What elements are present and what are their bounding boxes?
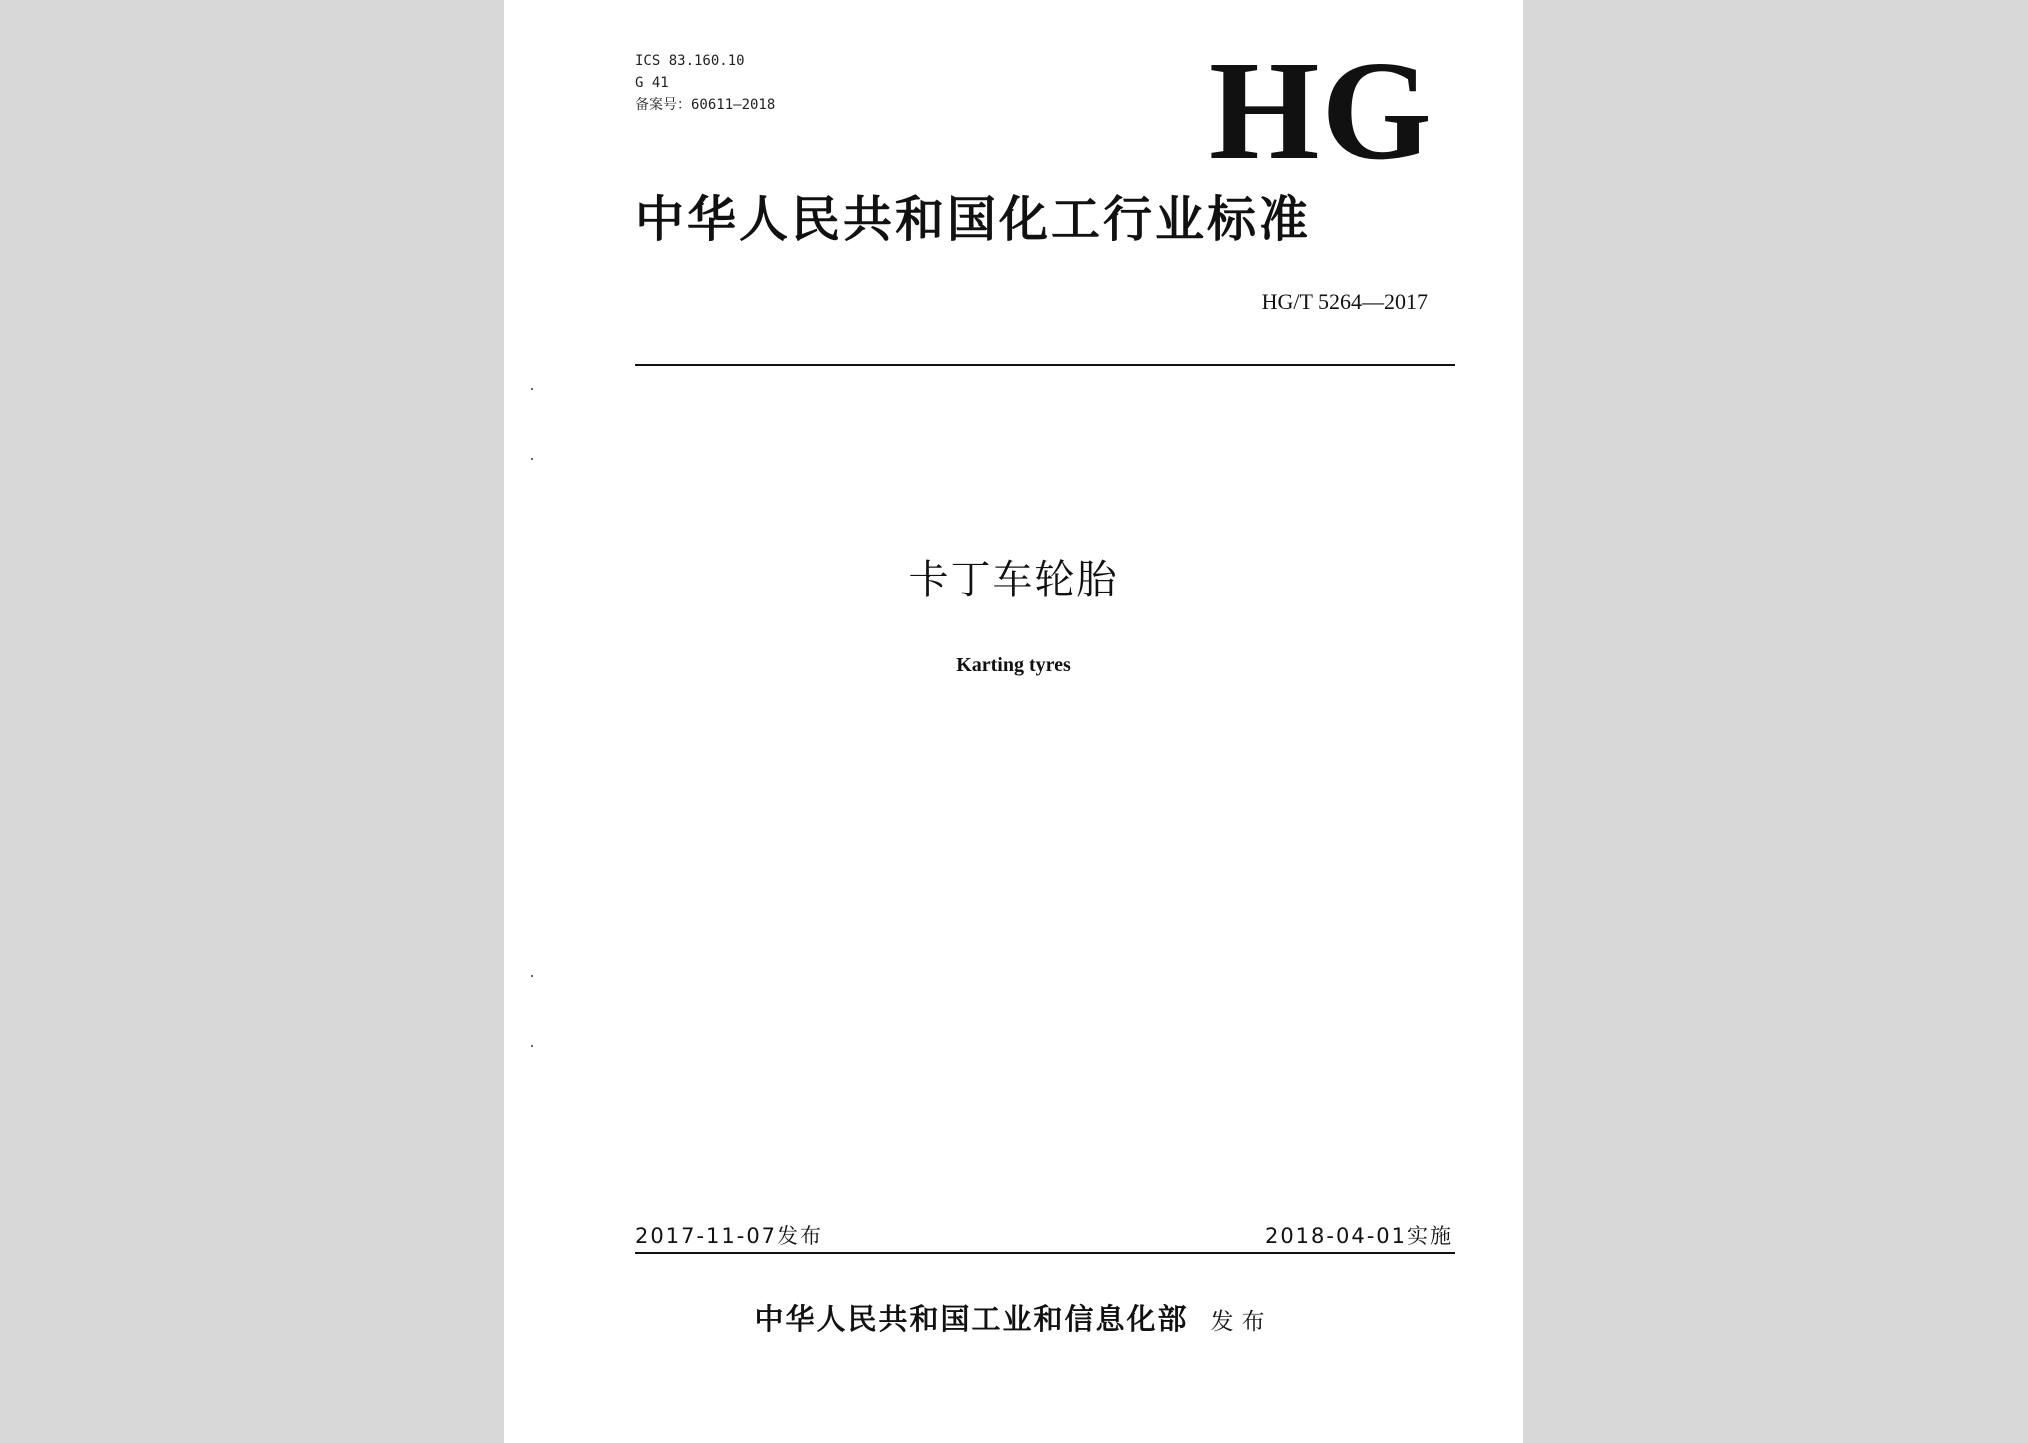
implementation-date-value: 2018-04-01: [1264, 1224, 1407, 1248]
issue-date: [635, 1222, 823, 1250]
scan-speck: [531, 975, 533, 977]
publisher-name: 中华人民共和国工业和信息化部: [754, 1302, 1189, 1336]
bottom-divider: [635, 1252, 1455, 1254]
standard-number: HG/T 5264—2017: [1261, 289, 1428, 314]
document-page: [504, 0, 1523, 1443]
ics-code: ICS 83.160.10: [635, 53, 745, 69]
document-title-en: Karting tyres: [956, 654, 1071, 676]
scan-speck: [531, 458, 533, 460]
filing-number: 备案号：60611—2018: [635, 97, 776, 113]
top-divider: [635, 364, 1455, 366]
scan-speck: [531, 1045, 533, 1047]
issue-date-label: 发布: [777, 1224, 824, 1248]
standard-category: 中华人民共和国化工行业标准: [635, 191, 1312, 248]
classification-block: [635, 50, 775, 116]
publisher-line: [504, 1300, 1523, 1341]
implementation-date: [1265, 1222, 1453, 1250]
scan-speck: [531, 388, 533, 390]
ccs-code: G 41: [635, 75, 669, 91]
publisher-action: 发布: [1210, 1309, 1273, 1335]
document-title-cn: 卡丁车轮胎: [908, 557, 1119, 603]
hg-logo: HG: [1209, 31, 1434, 189]
implementation-date-label: 实施: [1407, 1224, 1453, 1248]
issue-date-value: 2017-11-07: [635, 1224, 778, 1248]
